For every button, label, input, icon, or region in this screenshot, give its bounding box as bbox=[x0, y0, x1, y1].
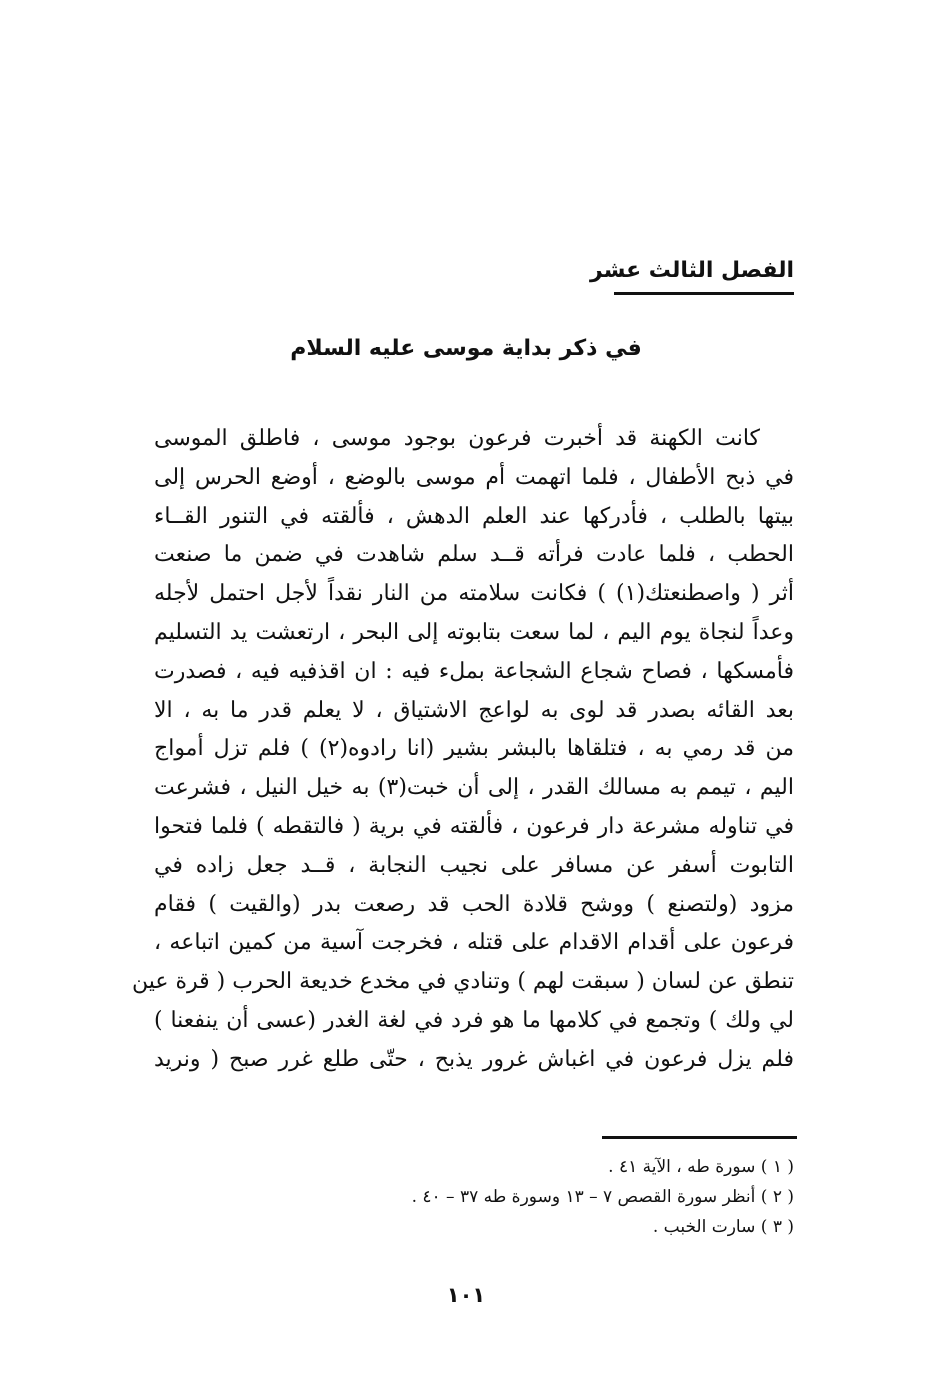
chapter-title-underline bbox=[614, 292, 794, 295]
body-line: فرعون على أقدام الاقدام على قتله ، فخرجت آسية من كمين اتباعه ، bbox=[154, 930, 794, 956]
section-heading: في ذكر بداية موسى عليه السلام bbox=[290, 336, 642, 361]
body-line: كانت الكهنة قد أخبرت فرعون بوجود موسى ، فاطلق الموسى bbox=[154, 426, 760, 451]
footnote-item: ( ٢ ) أنظر سورة القصص ٧ – ١٣ وسورة طه ٣٧ – ٤٠ . bbox=[411, 1187, 794, 1207]
body-text bbox=[131, 420, 795, 1080]
body-line: في تناوله مشرعة دار فرعون ، فألقته في برية ( فالتقطه ) فلما فتحوا bbox=[154, 813, 794, 839]
body-line: من قد رمي به ، فتلقاها بالبشر بشير (انا رادوه(٢) ) فلم تزل أمواج bbox=[154, 736, 795, 762]
body-line: وعداً لنجاة يوم اليم ، لما سعت بتابوته إلى البحر ، ارتعشت يد التسليم bbox=[154, 619, 794, 645]
page-number: ١٠١ bbox=[446, 1283, 486, 1307]
body-line: فلم يزل فرعون في اغباش غرور يذبح ، حتّى طلع غرر صبح ( ونريد bbox=[154, 1046, 794, 1072]
body-line: التابوت أسفر عن مسافر على نجيب النجابة ، قــد جعل زاده في bbox=[154, 852, 794, 878]
body-line: اليم ، تيمم به مسالك القدر ، إلى أن خبت(٣) به خيل النيل ، فشرعت bbox=[154, 775, 794, 801]
footnote-separator bbox=[602, 1136, 797, 1139]
body-line: الحطب ، فلما عادت فرأته قــد سلم شاهدت في ضمن ما صنعت bbox=[154, 542, 794, 568]
body-line: تنطق عن لسان ( سبقت لهم ) وتنادي في مخدع خديعة الحرب ( قرة عين bbox=[131, 969, 794, 995]
body-line: لي ولك ) وتجمع في كلامها ما هو فرد في لغة الغدر (عسى أن ينفعنا ) bbox=[154, 1007, 794, 1033]
footnote-item: ( ١ ) سورة طه ، الآية ٤١ . bbox=[608, 1157, 794, 1177]
body-line: بيتها بالطلب ، فأدركها عند العلم الدهش ، فألقته في التنور القــاء bbox=[154, 503, 794, 529]
body-line: أثر ( واصطنعتك(١) ) فكانت سلامته من النار نقداً لأجل احتمل لأجله bbox=[154, 581, 795, 607]
footnotes bbox=[154, 1152, 794, 1242]
chapter-title: الفصل الثالث عشر bbox=[590, 258, 794, 283]
body-line: في ذبح الأطفال ، فلما اتهمت أم موسى بالوضع ، أوضع الحرس إلى bbox=[154, 464, 794, 490]
body-line: فأمسكها ، فصاح شجاع الشجاعة بملء فيه : ان اقذفيه فيه ، فصدرت bbox=[154, 658, 794, 684]
body-line: بعد القائه بصدر قد لوى به لواعج الاشتياق ، لا يعلم قدر ما به ، الا bbox=[154, 697, 794, 723]
footnote-item: ( ٣ ) سارت الخبب . bbox=[652, 1217, 794, 1237]
body-line: مزود (ولتصنع ) ووشح قلادة الحب قد رصعت بدر (والقيت ) فقام bbox=[154, 891, 794, 917]
